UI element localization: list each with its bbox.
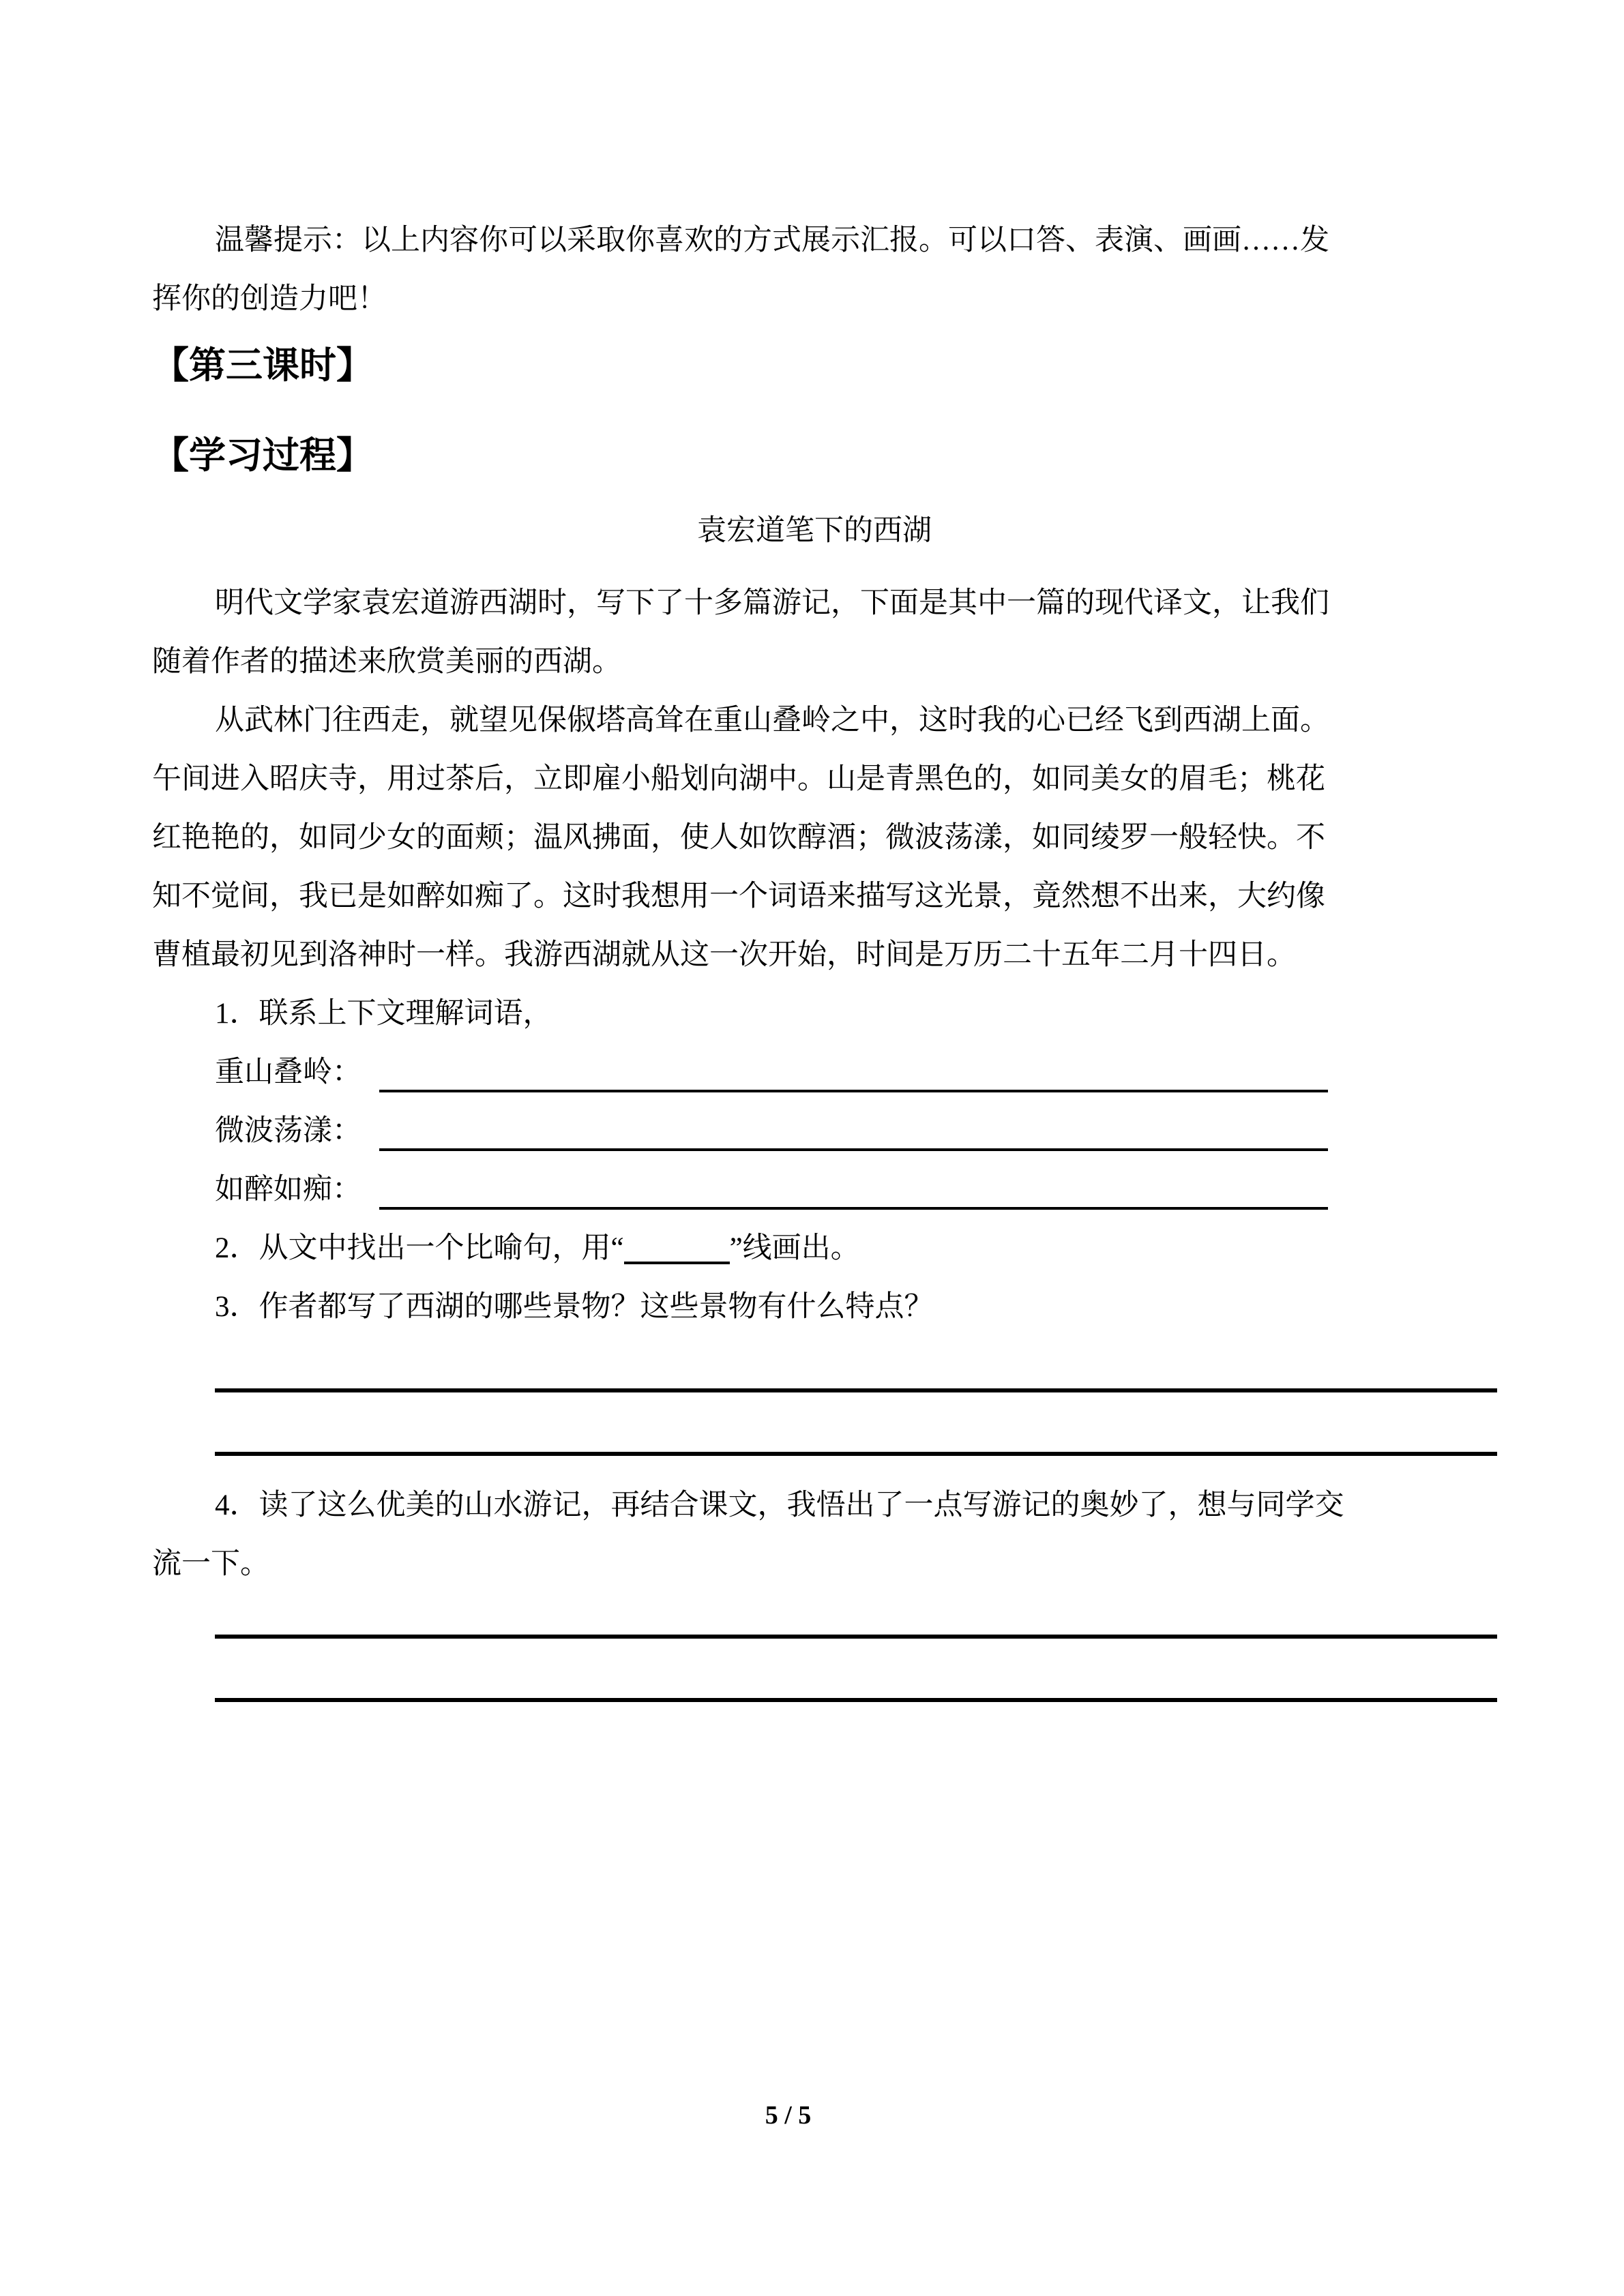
tip-paragraph (152, 211, 1477, 329)
answer-line (215, 1337, 1497, 1392)
q2-inline-blank-line (624, 1232, 730, 1264)
term-blank-line (379, 1043, 1328, 1102)
term-row-ruzuiruchi (215, 1161, 1328, 1219)
term-label: 重山叠岭： (215, 1056, 361, 1088)
term-row-chongshandieling (215, 1043, 1328, 1102)
answer-line (215, 1392, 1497, 1456)
question-2-label (152, 1219, 1477, 1278)
passage-intro (152, 574, 1477, 691)
passage-body-line-1: 从武林门往西走，就望见保俶塔高耸在重山叠岭之中，这时我的心已经飞到西湖上面。 (215, 704, 1329, 736)
section-heading-learning-process: 【学习过程】 (152, 435, 373, 476)
tip-line-1: 温馨提示：以上内容你可以采取你喜欢的方式展示汇报。可以口答、表演、画画……发 (215, 224, 1329, 256)
passage-intro-line-2: 随着作者的描述来欣赏美丽的西湖。 (152, 646, 621, 678)
question-4 (152, 1476, 1477, 1594)
passage-body-line-2: 午间进入昭庆寺，用过茶后，立即雇小船划向湖中。山是青黑色的，如同美女的眉毛；桃花 (152, 763, 1325, 795)
term-label: 如醉如痴： (215, 1174, 361, 1206)
question-4-line-1: 4．读了这么优美的山水游记，再结合课文，我悟出了一点写游记的奥妙了，想与同学交 (215, 1489, 1344, 1521)
answer-line (215, 1639, 1497, 1702)
page-number: 5 / 5 (765, 2101, 812, 2130)
term-blank-line (379, 1102, 1328, 1161)
section-heading-third-lesson: 【第三课时】 (152, 345, 373, 386)
term-label: 微波荡漾： (215, 1115, 361, 1147)
term-row-weibodangyang (215, 1102, 1328, 1161)
passage-body (152, 691, 1477, 985)
passage-body-line-3: 红艳艳的，如同少女的面颊；温风拂面，使人如饮醇酒；微波荡漾，如同绫罗一般轻快。不 (152, 822, 1325, 854)
answer-line (215, 1594, 1497, 1639)
passage-body-line-4: 知不觉间，我已是如醉如痴了。这时我想用一个词语来描写这光景，竟然想不出来，大约像 (152, 880, 1325, 912)
question-4-line-2: 流一下。 (152, 1548, 269, 1580)
passage-title: 袁宏道笔下的西湖 (697, 515, 932, 547)
tip-line-2: 挥你的创造力吧！ (152, 283, 387, 315)
question-2-suffix: ”线画出。 (729, 1232, 860, 1264)
question-1-label: 1．联系上下文理解词语， (215, 998, 552, 1030)
question-3-label: 3．作者都写了西湖的哪些景物？这些景物有什么特点？ (215, 1291, 934, 1323)
term-blank-line (379, 1161, 1328, 1219)
question-2-prefix: 2．从文中找出一个比喻句，用“ (215, 1232, 624, 1264)
passage-body-line-5: 曹植最初见到洛神时一样。我游西湖就从这一次开始，时间是万历二十五年二月十四日。 (152, 939, 1296, 971)
passage-intro-line-1: 明代文学家袁宏道游西湖时，写下了十多篇游记，下面是其中一篇的现代译文，让我们 (215, 587, 1329, 619)
